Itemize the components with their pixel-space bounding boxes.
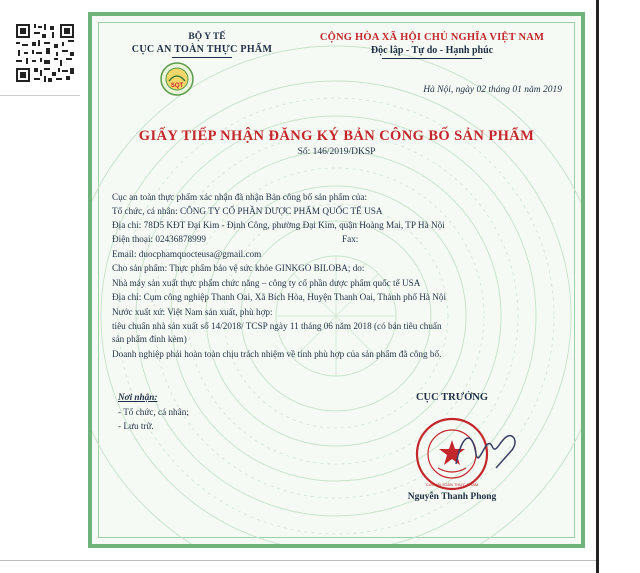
- body-line: Tổ chức, cá nhân: CÔNG TY CỔ PHẦN DƯỢC PHẨM QUỐC TẾ USA: [112, 206, 383, 216]
- body-line: Địa chỉ: Cụm công nghiệp Thanh Oai, Xã Bích Hòa, Huyện Thanh Oai, Thành phố Hà Nội: [112, 292, 447, 302]
- body-line: tiêu chuẩn nhà sản xuất số 14/2018/ TCSP ngày 11 tháng 06 năm 2018 (có bản tiêu chuẩn: [112, 321, 442, 331]
- body-line: Điện thoại: 02436878999: [112, 234, 206, 244]
- recipient-item: - Tổ chức, cá nhân;: [118, 407, 189, 417]
- handwritten-signature: [452, 424, 522, 474]
- certificate-document: [88, 12, 585, 548]
- body-line: Cục an toàn thực phẩm xác nhận đã nhận Bản công bố sản phẩm của:: [112, 192, 368, 202]
- body-line: Email: duocphamquocteusa@gmail.com: [112, 249, 262, 259]
- republic-name: CỘNG HÒA XÃ HỘI CHỦ NGHĨA VIỆT NAM: [319, 32, 545, 43]
- body-line: Fax:: [342, 234, 359, 244]
- recipients-label: Nơi nhận:: [118, 392, 158, 402]
- body-line: Địa chỉ: 78D5 KĐT Đại Kim - Định Công, phường Đại Kim, quận Hoàng Mai, TP Hà Nội: [112, 220, 445, 230]
- signatory-title: CỤC TRƯỞNG: [415, 392, 489, 403]
- body-line: Nước xuất xứ: Việt Nam sản xuất, phù hợp:: [112, 307, 273, 317]
- body-line: sản phẩm đính kèm): [112, 334, 187, 344]
- signatory-name: Nguyễn Thanh Phong: [407, 492, 497, 502]
- body-line: Doanh nghiệp phải hoàn toàn chịu trách nhiệm về tính phù hợp của sản phẩm đã công bố.: [112, 349, 442, 359]
- document-number: Số: 146/2019/DKSP: [297, 147, 376, 157]
- divider: [0, 95, 80, 96]
- document-title: GIẤY TIẾP NHẬN ĐĂNG KÝ BẢN CÔNG BỐ SẢN PHẨM: [138, 128, 535, 144]
- body-line: Nhà máy sản xuất thực phẩm chức năng – công ty cổ phần dược phẩm quốc tế USA: [112, 278, 421, 288]
- recipient-item: - Lưu trữ.: [118, 421, 154, 431]
- date-line: Hà Nội, ngày 02 tháng 01 năm 2019: [423, 85, 562, 95]
- divider: [0, 560, 596, 561]
- divider: [172, 57, 232, 58]
- national-motto: Độc lập - Tự do - Hạnh phúc: [370, 45, 494, 56]
- divider: [596, 0, 599, 573]
- agency-logo: [159, 61, 195, 97]
- seal-text: CỤC AN TOÀN THỰC PHẨM: [425, 482, 479, 487]
- divider: [382, 58, 482, 59]
- body-line: Cho sản phẩm: Thực phẩm bảo vệ sức khỏe GINKGO BILOBA; do:: [112, 263, 365, 273]
- ministry-name: BỘ Y TẾ: [188, 32, 226, 42]
- logo-text: SQT: [170, 83, 184, 89]
- agency-name: CỤC AN TOÀN THỰC PHẨM: [131, 44, 273, 55]
- qr-code: [14, 22, 76, 84]
